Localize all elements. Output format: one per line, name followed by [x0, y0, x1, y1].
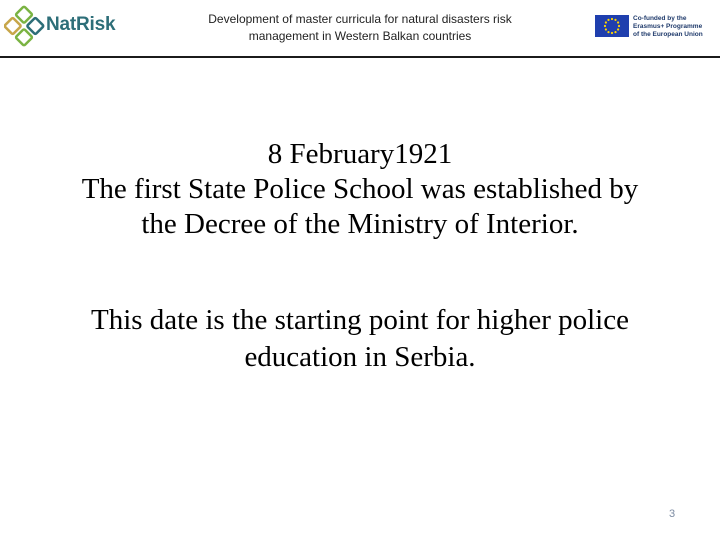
eu-text-line: of the European Union — [633, 30, 703, 38]
heading-line: The first State Police School was established by — [81, 173, 639, 205]
eu-text-line: Erasmus+ Programme — [633, 22, 703, 30]
header-title-line: management in Western Balkan countries — [248, 29, 472, 43]
slide-heading — [30, 137, 690, 242]
page-number: 3 — [668, 508, 676, 520]
natrisk-logo — [4, 3, 116, 49]
header-title-line: Development of master curricula for natural disasters risk — [208, 12, 512, 26]
logo-wordmark: NatRisk — [46, 14, 116, 35]
header-divider — [0, 56, 720, 58]
eu-text-line: Co-funded by the — [633, 15, 687, 22]
heading-line: 8 February1921 — [267, 138, 453, 170]
natrisk-emblem-icon — [4, 3, 48, 49]
slide-header — [0, 0, 720, 57]
body-line: This date is the starting point for higher police — [91, 304, 629, 336]
eu-cofunding-badge — [595, 15, 715, 41]
body-line: education in Serbia. — [244, 341, 476, 373]
eu-flag-icon — [595, 15, 629, 37]
heading-line: the Decree of the Ministry of Interior. — [141, 208, 579, 240]
slide-body — [30, 302, 690, 376]
header-title — [180, 11, 540, 45]
eu-cofunding-text — [633, 15, 703, 38]
